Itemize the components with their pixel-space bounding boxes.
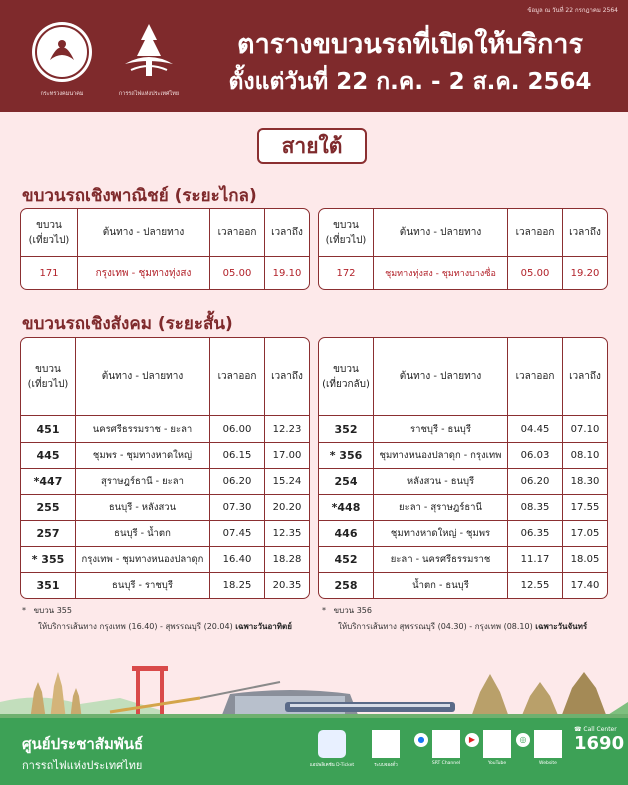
route: กรุงเทพ - ชุมทางหนองปลาดุก	[76, 547, 210, 573]
table-row	[21, 257, 309, 289]
train-number: * 355	[21, 547, 76, 573]
col-arrive: เวลาถึง	[563, 338, 607, 416]
col-train: ขบวน (เที่ยวไป)	[21, 209, 78, 257]
col-route: ต้นทาง - ปลายทาง	[76, 338, 210, 416]
train-number: 258	[319, 573, 374, 598]
table-row	[21, 469, 309, 495]
arrive-time: 20.20	[265, 495, 309, 521]
arrive-time: 08.10	[563, 443, 607, 469]
arrive-time: 12.23	[265, 416, 309, 442]
route: ธนบุรี - น้ำตก	[76, 521, 210, 547]
train-number: 171	[21, 257, 78, 289]
depart-time: 05.00	[508, 257, 563, 289]
table-row	[21, 521, 309, 547]
route: น้ำตก - ธนบุรี	[374, 573, 508, 598]
note-355-title: ขบวน 355	[33, 606, 72, 615]
depart-time: 04.45	[508, 416, 563, 442]
col-depart: เวลาออก	[508, 209, 563, 257]
depart-time: 08.35	[508, 495, 563, 521]
footer-title: ศูนย์ประชาสัมพันธ์	[22, 735, 144, 753]
route: สุราษฎร์ธานี - ยะลา	[76, 469, 210, 495]
depart-time: 12.55	[508, 573, 563, 598]
note-356-text: ให้บริการเส้นทาง สุพรรณบุรี (04.30) - กรุงเทพ (08.10)	[338, 622, 533, 631]
route: หลังสวน - ธนบุรี	[374, 469, 508, 495]
call-center-label: Call Center	[583, 726, 617, 733]
route: ชุมทางหาดใหญ่ - ชุมพร	[374, 521, 508, 547]
qr-code-icon[interactable]	[432, 730, 460, 758]
page-title: ตารางขบวนรถที่เปิดให้บริการ	[237, 29, 583, 60]
col-depart: เวลาออก	[210, 209, 265, 257]
srt-caption: การรถไฟแห่งประเทศไทย	[118, 91, 180, 97]
train-number: 255	[21, 495, 76, 521]
train-number: 257	[21, 521, 76, 547]
app-icon[interactable]	[318, 730, 346, 758]
qr-caption: SRT Channel	[431, 761, 461, 766]
long-distance-inbound-table	[318, 208, 608, 290]
arrive-time: 17.40	[570, 580, 600, 592]
col-depart: เวลาออก	[508, 338, 563, 416]
col-train: ขบวน (เที่ยวไป)	[319, 209, 374, 257]
footer-subtitle: การรถไฟแห่งประเทศไทย	[22, 759, 143, 772]
route: ชุมทางทุ่งสง - ชุมทางบางซื่อ	[374, 257, 508, 289]
depart-time: 11.17	[508, 547, 563, 573]
phone-icon: ☎	[574, 726, 582, 733]
depart-time: 06.00	[210, 416, 265, 442]
table-row	[319, 573, 607, 598]
line-name-badge: สายใต้	[257, 128, 367, 164]
depart-time: 18.25	[210, 573, 265, 598]
short-distance-heading: ขบวนรถเชิงสังคม (ระยะสั้น)	[22, 314, 233, 334]
depart-time: 06.20	[210, 469, 265, 495]
page-subtitle: ตั้งแต่วันที่ 22 ก.ค. - 2 ส.ค. 2564	[228, 69, 592, 95]
table-row	[319, 521, 607, 547]
social-icon[interactable]: ●	[414, 733, 428, 747]
route: กรุงเทพ - ชุมทางทุ่งสง	[78, 257, 210, 289]
arrive-time: 19.20	[570, 267, 600, 279]
col-route: ต้นทาง - ปลายทาง	[78, 209, 210, 257]
col-train: ขบวน (เที่ยวกลับ)	[319, 338, 374, 416]
globe-icon[interactable]: ◎	[516, 733, 530, 747]
table-row	[21, 416, 309, 442]
arrive-time: 17.55	[563, 495, 607, 521]
table-row	[319, 547, 607, 573]
col-train: ขบวน (เที่ยวไป)	[21, 338, 76, 416]
arrive-time: 18.28	[265, 547, 309, 573]
train-number: 352	[319, 416, 374, 442]
long-distance-outbound-table	[20, 208, 310, 290]
note-356-days: เฉพาะวันจันทร์	[535, 622, 588, 631]
qr-caption: Website	[539, 761, 557, 766]
train-number: *447	[21, 469, 76, 495]
table-row	[319, 495, 607, 521]
route: ธนบุรี - ราชบุรี	[76, 573, 210, 598]
short-distance-outbound-table	[20, 337, 310, 599]
youtube-icon[interactable]: ▶	[465, 733, 479, 747]
arrive-time: 17.05	[563, 521, 607, 547]
train-number: * 356	[319, 443, 374, 469]
note-355-text: ให้บริการเส้นทาง กรุงเทพ (16.40) - สุพรรณบุรี (20.04)	[38, 622, 233, 631]
table-row	[21, 495, 309, 521]
arrive-time: 19.10	[272, 267, 302, 279]
route: ราชบุรี - ธนบุรี	[374, 416, 508, 442]
train-number: 254	[319, 469, 374, 495]
route: ชุมพร - ชุมทางหาดใหญ่	[76, 443, 210, 469]
train-number: *448	[319, 495, 374, 521]
depart-time: 06.15	[210, 443, 265, 469]
qr-code-icon[interactable]	[483, 730, 511, 758]
arrive-time: 17.00	[265, 443, 309, 469]
depart-time: 06.20	[508, 469, 563, 495]
qr-code-icon[interactable]	[372, 730, 400, 758]
depart-time: 06.35	[508, 521, 563, 547]
table-row	[319, 416, 607, 442]
landmark-skyline-illustration	[0, 652, 628, 720]
table-row	[319, 469, 607, 495]
table-row	[21, 573, 309, 598]
depart-time: 05.00	[210, 257, 265, 289]
train-number: 172	[319, 257, 374, 289]
train-number: 451	[21, 416, 76, 442]
arrive-time: 12.35	[265, 521, 309, 547]
col-arrive: เวลาถึง	[563, 209, 607, 257]
qr-caption: YouTube	[487, 761, 507, 766]
depart-time: 16.40	[210, 547, 265, 573]
depart-time: 07.45	[210, 521, 265, 547]
route: ชุมทางหนองปลาดุก - กรุงเทพ	[374, 443, 508, 469]
train-number: 452	[319, 547, 374, 573]
train-number: 351	[21, 573, 76, 598]
call-center-number: 1690	[574, 733, 625, 754]
table-row	[21, 547, 309, 573]
note-356-title: ขบวน 356	[333, 606, 372, 615]
note-355-days: เฉพาะวันอาทิตย์	[235, 622, 292, 631]
table-row	[21, 443, 309, 469]
train-number: 446	[319, 521, 374, 547]
route: ยะลา - สุราษฎร์ธานี	[374, 495, 508, 521]
note-356: * ขบวน 356 ให้บริการเส้นทาง สุพรรณบุรี (04.30) - กรุงเทพ (08.10) เฉพาะวันจันทร์	[322, 606, 588, 631]
route: นครศรีธรรมราช - ยะลา	[76, 416, 210, 442]
long-distance-heading: ขบวนรถเชิงพาณิชย์ (ระยะไกล)	[22, 186, 257, 206]
col-route: ต้นทาง - ปลายทาง	[374, 209, 508, 257]
srt-logo	[117, 20, 181, 84]
arrive-time: 20.35	[272, 580, 302, 592]
depart-time: 07.30	[210, 495, 265, 521]
qr-code-icon[interactable]	[534, 730, 562, 758]
col-depart: เวลาออก	[210, 338, 265, 416]
col-route: ต้นทาง - ปลายทาง	[374, 338, 508, 416]
arrive-time: 15.24	[265, 469, 309, 495]
route: ธนบุรี - หลังสวน	[76, 495, 210, 521]
col-arrive: เวลาถึง	[265, 209, 309, 257]
short-distance-inbound-table	[318, 337, 608, 599]
arrive-time: 18.05	[563, 547, 607, 573]
data-date-note: ข้อมูล ณ วันที่ 22 กรกฎาคม 2564	[527, 7, 618, 14]
col-arrive: เวลาถึง	[265, 338, 309, 416]
ministry-logo	[30, 20, 94, 84]
route: ยะลา - นครศรีธรรมราช	[374, 547, 508, 573]
inbound-rows	[319, 416, 607, 598]
outbound-rows	[21, 416, 309, 598]
depart-time: 06.03	[508, 443, 563, 469]
arrive-time: 18.30	[563, 469, 607, 495]
call-center[interactable]	[574, 726, 624, 754]
train-number: 445	[21, 443, 76, 469]
table-row	[319, 257, 607, 289]
table-row	[319, 443, 607, 469]
qr-caption: ระบบจองตั๋ว	[374, 763, 398, 768]
arrive-time: 07.10	[563, 416, 607, 442]
qr-caption: แอปพลิเคชัน D-Ticket	[309, 763, 355, 768]
note-355: * ขบวน 355 ให้บริการเส้นทาง กรุงเทพ (16.40) - สุพรรณบุรี (20.04) เฉพาะวันอาทิตย์	[22, 606, 292, 631]
ministry-caption: กระทรวงคมนาคม	[40, 91, 84, 97]
